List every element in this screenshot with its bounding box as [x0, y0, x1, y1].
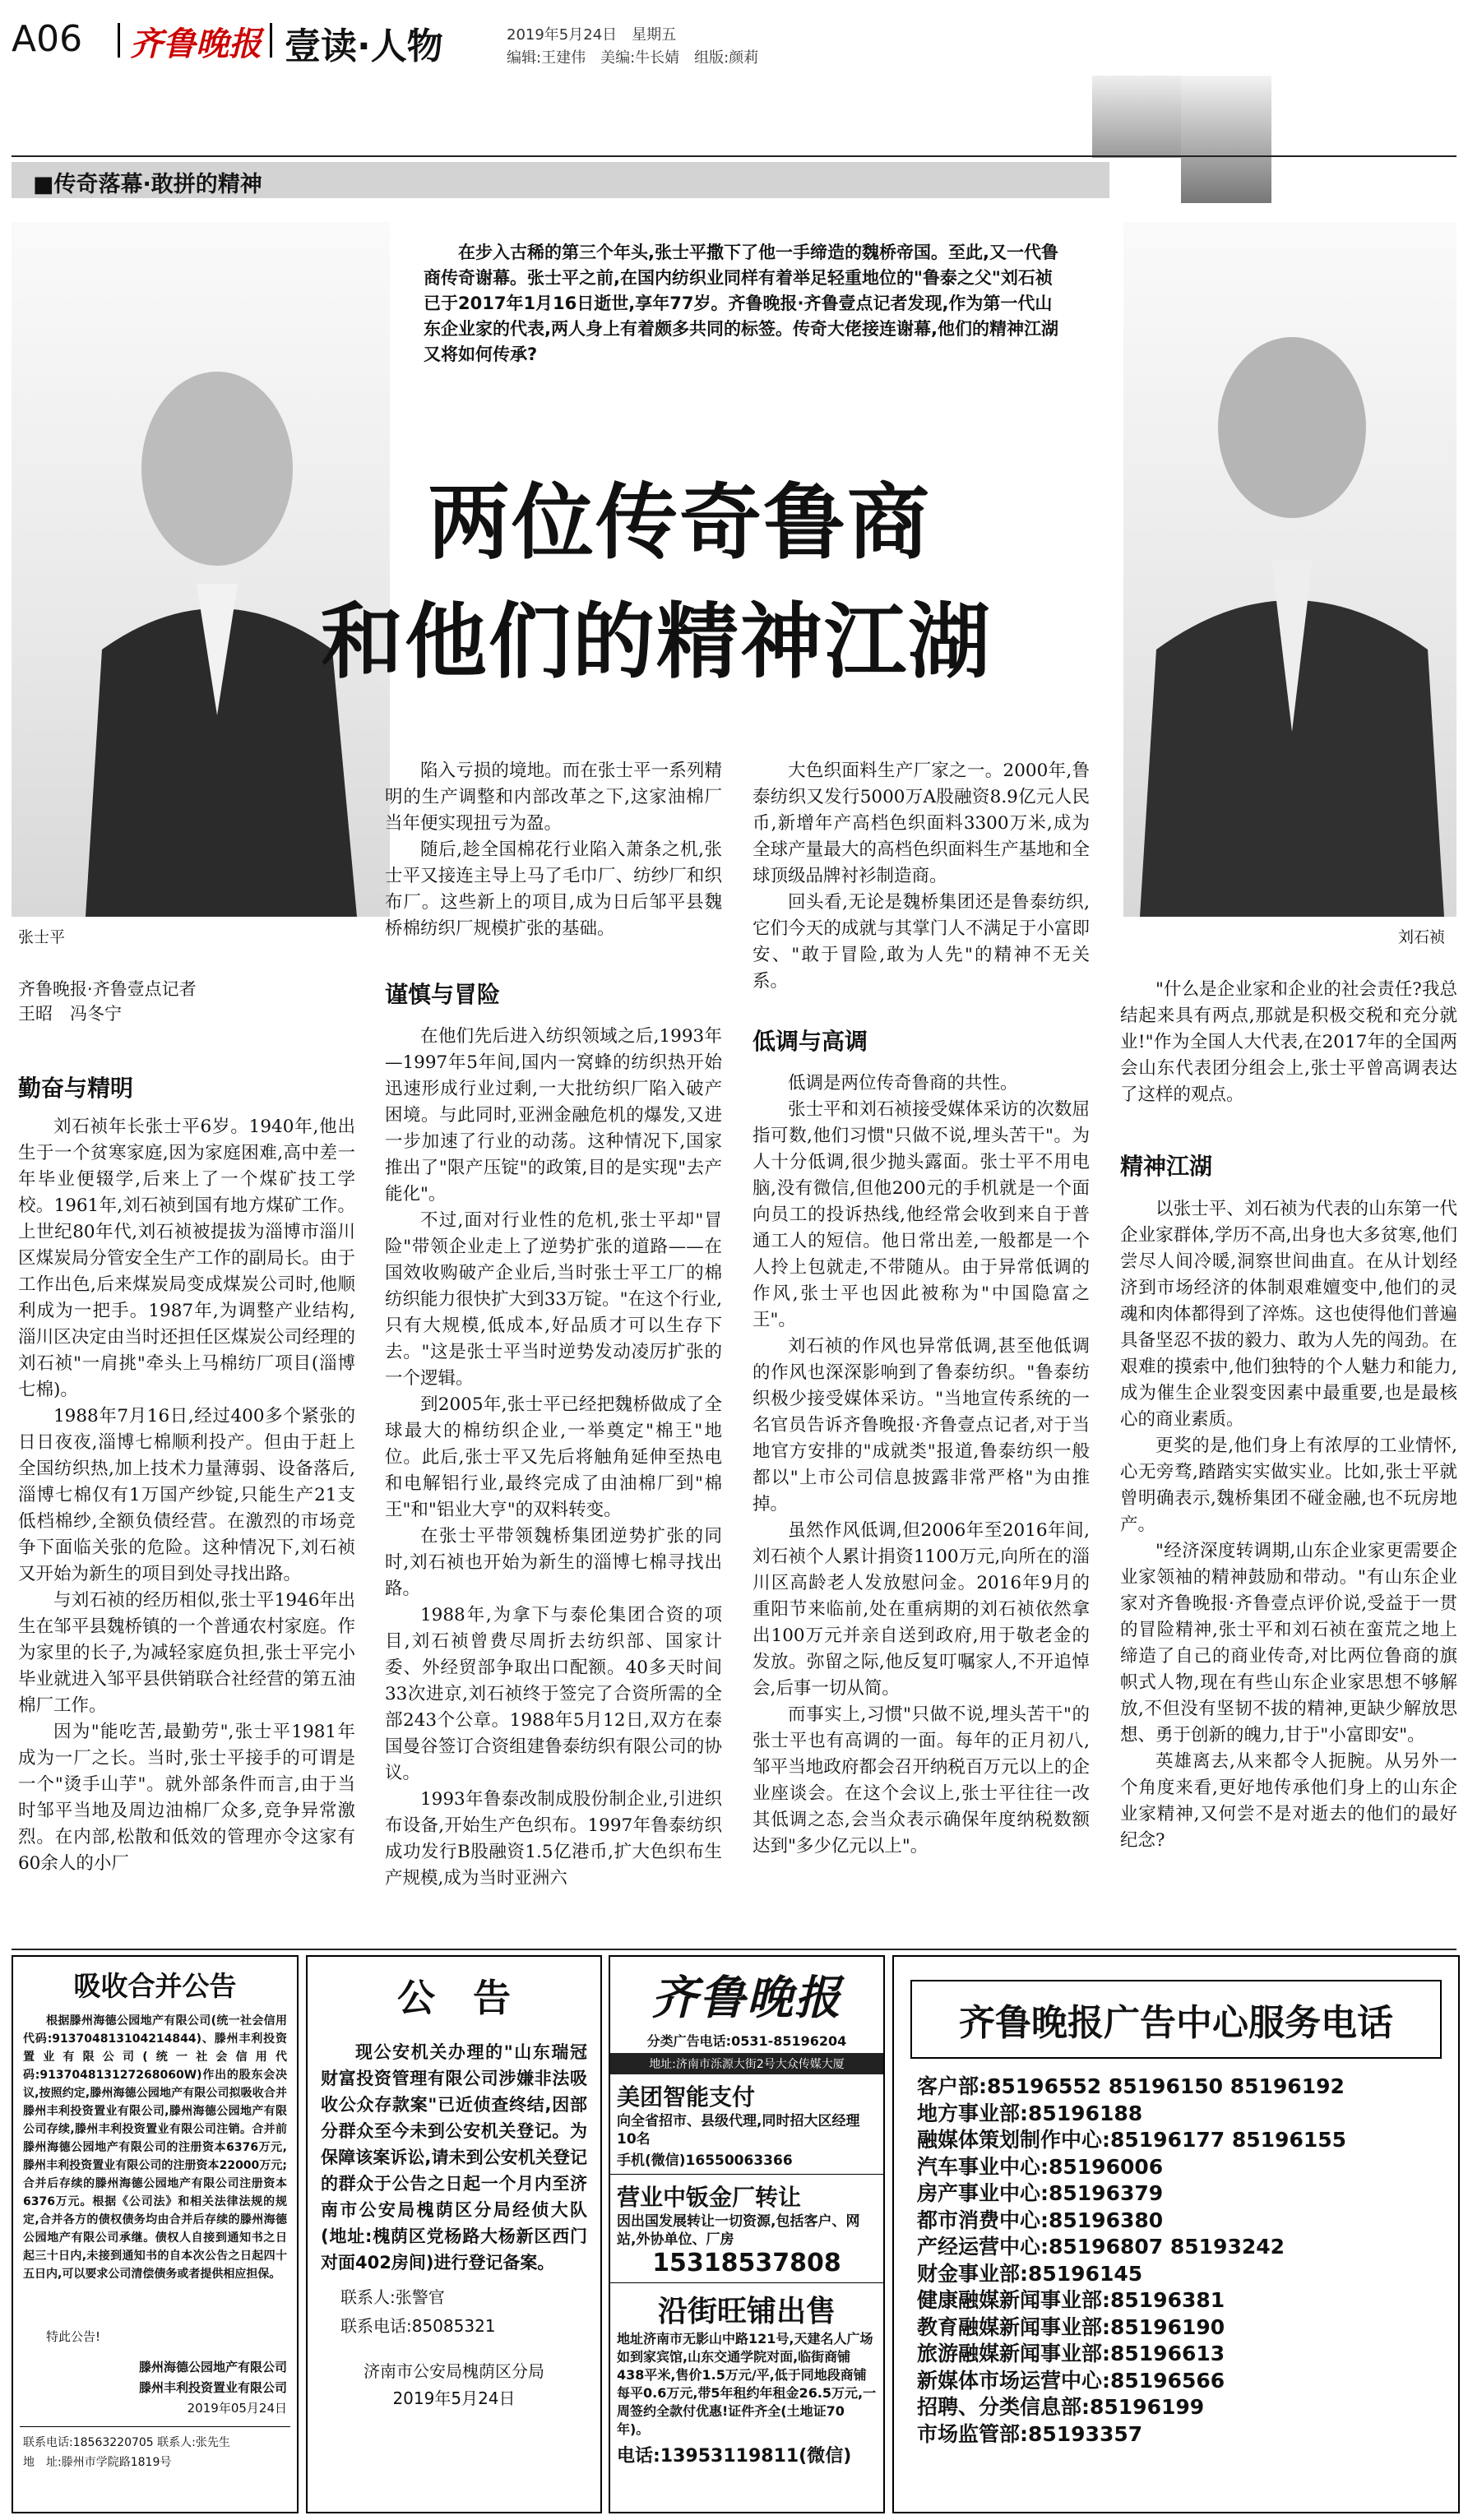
portrait-thumb-2 — [1181, 76, 1271, 203]
merger-notice-address: 地 址:滕州市学院路1819号 — [23, 2456, 172, 2469]
divider-bar — [118, 23, 120, 58]
article-col-2b — [385, 1024, 722, 1936]
paragraph: 陷入亏损的境地。而在张士平一系列精明的生产调整和内部改革之下,这家油棉厂当年便实现扭亏为盈。 — [385, 761, 722, 834]
paragraph: 1993年鲁泰改制成股份制企业,引进织布设备,开始生产色织布。1997年鲁泰纺织成功发行B股融资1.5亿港币,扩大色织布生产规模,成为当时亚洲六 — [385, 1789, 722, 1889]
hotline-row: 教育融媒新闻事业部:85196190 — [917, 2314, 1225, 2339]
figure-silhouette — [12, 222, 390, 917]
headline-line-2: 和他们的精神江湖 — [321, 594, 992, 690]
hotline-row: 融媒体策划制作中心:85196177 85196155 — [917, 2128, 1347, 2152]
hotline-row: 新媒体市场运营中心:85196566 — [917, 2368, 1225, 2393]
classified-logo: 齐鲁晚报 — [651, 1971, 842, 2025]
section-heading-caution: 谨慎与冒险 — [385, 981, 501, 1008]
paragraph: 低调是两位传奇鲁商的共性。 — [788, 1073, 1018, 1094]
paragraph: 刘石祯的作风也异常低调,甚至他低调的作风也深深影响到了鲁泰纺织。"鲁泰纺织极少接受媒体采访。"当地宣传系统的一名官员告诉齐鲁晚报·齐鲁壹点记者,对于当地官方安排的"成就类"报道,鲁泰纺织一般都以"上市公司信息披露非常严格"为由推掉。 — [753, 1336, 1090, 1514]
classified-ad-sheetmetal — [610, 2175, 883, 2283]
section-heading-diligence: 勤奋与精明 — [18, 1075, 134, 1102]
paragraph: 在他们先后进入纺织领域之后,1993年—1997年5年间,国内一窝蜂的纺织热开始迅速形成行业过剩,一大批纺织厂陷入破产困境。与此同时,亚洲金融危机的爆发,又进一步加速了行业的动荡。这种情况下,国家推出了"限产压锭"的政策,目的是实现"去产能化"。 — [385, 1026, 722, 1205]
paragraph: "经济深度转调期,山东企业家更需要企业家领袖的精神鼓励和带动。"有山东企业家对齐鲁晚报·齐鲁壹点评价说,受益于一贯的冒险精神,张士平和刘石祯在蛮荒之地上缔造了自己的商业传奇,对比两位鲁商的旗帜式人物,现在有些山东企业家思想不够解放,不但没有坚韧不拔的精神,更缺少解放思想、勇于创新的魄力,甘于"小富即安"。 — [1120, 1541, 1457, 1746]
merger-notice-contact: 联系电话:18563220705 联系人:张先生 — [23, 2436, 230, 2449]
paper-name: 齐鲁晚报 — [130, 25, 262, 63]
paragraph: 到2005年,张士平已经把魏桥做成了全球最大的棉纺织企业,一举奠定"棉王"地位。此后,张士平又先后将触角延伸至热电和电解铝行业,最终完成了由油棉厂到"棉王"和"铝业大亨"的双料转变。 — [385, 1394, 722, 1520]
ad-title: 营业中钣金厂转让 — [617, 2184, 802, 2211]
article-col-4b — [1120, 1196, 1457, 1936]
byline-reporters: 王昭 冯冬宁 — [18, 1004, 122, 1024]
paragraph: 刘石祯年长张士平6岁。1940年,他出生于一个贫寒家庭,因为家庭困难,高中差一年毕业便辍学,后来上了一个煤矿技工学校。1961年,刘石祯到国有地方煤矿工作。上世纪80年代,刘石祯被提拔为淄博市淄川区煤炭局分管安全生产工作的副局长。由于工作出色,后来煤炭局变成煤炭公司时,他顺利成为一把手。1987年,为调整产业结构,淄川区决定由当时还担任区煤炭公司经理的刘石祯"一肩挑"牵头上马棉纺厂项目(淄博七棉)。 — [18, 1117, 355, 1400]
hotline-row: 房产事业中心:85196379 — [917, 2181, 1164, 2205]
article-col-4 — [1120, 977, 1457, 1133]
classified-address: 地址:济南市泺源大街2号大众传媒大厦 — [610, 2053, 883, 2074]
photo-zhang-shiping — [12, 222, 390, 917]
paragraph: 大色织面料生产厂家之一。2000年,鲁泰纺织又发行5000万A股融资8.9亿元人民币,新增年产高档色织面料3300万米,成为全球产量最大的高档色织面料生产基地和全球顶级品牌衬衫制造商。 — [753, 761, 1090, 886]
ad-phone: 手机(微信)16550063366 — [617, 2152, 793, 2169]
hotline-row: 客户部:85196552 85196150 85196192 — [917, 2074, 1345, 2098]
paragraph: 不过,面对行业性的危机,张士平却"冒险"带领企业走上了逆势扩张的道路——在国效收购破产企业后,当时张士平工厂的棉纺织能力很快扩大到33万锭。"在这个行业,只有大规模,低成本,好品质才可以生存下去。"这是张士平当时逆势发动凌厉扩张的一个逻辑。 — [385, 1210, 722, 1389]
paragraph: 1988年,为拿下与泰伦集团合资的项目,刘石祯曾费尽周折去纺织部、国家计委、外经贸部争取出口配额。40多天时间33次进京,刘石祯终于签完了合资所需的全部243个公章。1988年5月12日,双方在泰国曼谷签订合资组建鲁泰纺织有限公司的协议。 — [385, 1605, 722, 1783]
merger-notice — [12, 1955, 299, 2513]
paragraph: 而事实上,习惯"只做不说,埋头苦干"的张士平也有高调的一面。每年的正月初八,邹平当地政府都会召开纳税百万元以上的企业座谈会。在这个会议上,张士平往往一改其低调之态,会当众表示确保年度纳税数额达到"多少亿元以上"。 — [753, 1704, 1090, 1856]
merger-notice-sign-1: 滕州海德公园地产有限公司 — [138, 2360, 287, 2374]
section-banner — [12, 162, 1109, 198]
banner-text: ■传奇落幕·敢拼的精神 — [33, 172, 262, 197]
paragraph: 张士平和刘石祯接受媒体采访的次数屈指可数,他们习惯"只做不说,埋头苦干"。为人十分低调,很少抛头露面。张士平不用电脑,没有微信,但他200元的手机就是一个面向员工的投诉热线,他经常会收到来自于普通工人的短信。他日常出差,一般都是一个人拎上包就走,不带随从。由于异常低调的作风,张士平也因此被称为"中国隐富之王"。 — [753, 1099, 1090, 1330]
police-notice — [306, 1955, 602, 2513]
hotline-row: 产经运营中心:85196807 85193242 — [917, 2235, 1285, 2259]
divider-bar-2 — [270, 23, 272, 58]
section-title: 壹读·人物 — [285, 25, 443, 67]
article-col-2 — [385, 758, 722, 955]
police-notice-body: 现公安机关办理的"山东瑞冠财富投资管理有限公司涉嫌非法吸收公众存款案"已近侦查终结,因部分群众至今未到公安机关登记。为保障该案诉讼,请未到公安机关登记的群众于公告之日起一个月内至济南市公安局槐荫区分局经侦大队(地址:槐荫区党杨路大杨新区西门对面402房间)进行登记备案。 — [321, 2042, 587, 2273]
article-col-1 — [18, 1114, 355, 1936]
ads-rule — [12, 1949, 1456, 1950]
merger-notice-date: 2019年05月24日 — [187, 2401, 287, 2416]
classified-hotline: 分类广告电话:0531-85196204 — [646, 2033, 847, 2049]
page-number: A06 — [12, 18, 83, 60]
paragraph: 以张士平、刘石祯为代表的山东第一代企业家群体,学历不高,出身也大多贫寒,他们尝尽人间冷暖,洞察世间曲直。在从计划经济到市场经济的体制艰难嬗变中,他们的灵魂和肉体都得到了淬炼。这也使得他们普遍具备坚忍不拔的毅力、敢为人先的闯劲。在艰难的摸索中,他们独特的个人魅力和能力,成为催生企业裂变因素中最重要,也是最核心的商业素质。 — [1120, 1199, 1457, 1430]
caption-left: 张士平 — [18, 928, 66, 946]
hotline-row: 财金事业部:85196145 — [917, 2261, 1143, 2286]
hotline-row: 都市消费中心:85196380 — [917, 2208, 1164, 2232]
paragraph: 英雄离去,从来都令人扼腕。从另外一个角度来看,更好地传承他们身上的山东企业家精神,又何尝不是对逝去的他们的最好纪念? — [1120, 1751, 1457, 1851]
merger-notice-closing: 特此公告! — [46, 2329, 101, 2344]
paragraph: "什么是企业家和企业的社会责任?我总结起来具有两点,那就是积极交税和充分就业!"作为全国人大代表,在2017年的全国两会山东代表团分组会上,张士平曾高调表达了这样的观点。 — [1120, 979, 1457, 1105]
police-notice-date: 2019年5月24日 — [392, 2388, 516, 2408]
hotline-row: 健康融媒新闻事业部:85196381 — [917, 2288, 1225, 2312]
classified-ad-shop — [610, 2283, 883, 2472]
hotline-row: 招聘、分类信息部:85196199 — [917, 2395, 1205, 2419]
intro-paragraph — [424, 240, 1065, 368]
ad-center-hotlines — [892, 1955, 1460, 2513]
hotline-row: 汽车事业中心:85196006 — [917, 2154, 1164, 2179]
article-col-3b — [753, 1070, 1090, 1936]
merger-notice-title: 吸收合并公告 — [73, 1970, 237, 2002]
intro-text: 在步入古稀的第三个年头,张士平撒下了他一手缔造的魏桥帝国。至此,又一代鲁商传奇谢幕。张士平之前,在国内纺织业同样有着举足轻重地位的"鲁泰之父"刘石祯已于2017年1月16日逝世,享年77岁。齐鲁晚报·齐鲁壹点记者发现,作为第一代山东企业家的代表,两人身上有着颇多共同的标签。传奇大佬接连谢幕,他们的精神江湖又将如何传承? — [424, 243, 1058, 364]
photo-liu-shizhen — [1123, 222, 1456, 917]
paragraph: 更奖的是,他们身上有浓厚的工业情怀,心无旁骛,踏踏实实做实业。比如,张士平就曾明确表示,魏桥集团不碰金融,也不玩房地产。 — [1120, 1436, 1457, 1535]
ad-body: 地址济南市无影山中路121号,天建名人广场如到家宾馆,山东交通学院对面,临街商铺438平米,售价1.5万元/平,低于同地段商铺每平0.6万元,带5年租约年租金26.5万元,一周签约全款付优惠!证件齐全(土地证70年)。 — [617, 2331, 877, 2437]
merger-notice-body: 根据滕州海德公园地产有限公司(统一社会信用代码:913704813104214844)、滕州丰利投资置业有限公司(统一社会信用代码:913704813127268060W)作出的股东会决议,按照约定,滕州海德公园地产有限公司拟吸收合并滕州丰利投资置业有限公司,滕州海德公园地产有限公司存续,滕州丰利投资置业有限公司注销。合并前滕州海德公园地产有限公司的注册资本6376万元,滕州丰利投资置业有限公司的注册资本22000万元;合并后存续的滕州海德公园地产有限公司注册资本6376万元。根据《公司法》和相关法律法规的规定,合并各方的债权债务均由合并后存续的滕州海德公园地产有限公司承继。债权人自接到通知书之日起三十日内,未接到通知书的自本次公告之日起四十五日内,可以要求公司清偿债务或者提供相应担保。 — [23, 2014, 287, 2281]
paragraph: 虽然作风低调,但2006年至2016年间,刘石祯个人累计捐资1100万元,向所在的淄川区高龄老人发放慰问金。2016年9月的重阳节来临前,处在重病期的刘石祯依然拿出100万元并亲自送到政府,用于敬老金的发放。弥留之际,他反复叮嘱家人,不开追悼会,后事一切从简。 — [753, 1520, 1090, 1699]
section-heading-lowkey: 低调与高调 — [753, 1028, 868, 1055]
section-heading-spirit: 精神江湖 — [1120, 1153, 1213, 1180]
figure-silhouette-2 — [1123, 222, 1456, 917]
merger-notice-rule — [20, 2426, 290, 2427]
byline-org: 齐鲁晚报·齐鲁壹点记者 — [18, 979, 197, 999]
portrait-thumb-1 — [1092, 76, 1181, 158]
paragraph: 随后,趁全国棉花行业陷入萧条之机,张士平又接连主导上马了毛巾厂、纺纱厂和织布厂。这些新上的项目,成为日后邹平县魏桥棉纺织厂规模扩张的基础。 — [385, 839, 722, 939]
masthead — [0, 0, 1468, 78]
hotline-list — [917, 2074, 1435, 2448]
paragraph: 在张士平带领魏桥集团逆势扩张的同时,刘石祯也开始为新生的淄博七棉寻找出路。 — [385, 1526, 722, 1599]
byline — [18, 977, 197, 1026]
ad-title: 沿街旺铺出售 — [657, 2295, 836, 2328]
article-col-3 — [753, 758, 1090, 1005]
paragraph: 与刘石祯的经历相似,张士平1946年出生在邹平县魏桥镇的一个普通农村家庭。作为家里的长子,为减轻家庭负担,张士平完小毕业就进入邹平县供销联合社经营的第五油棉厂工作。 — [18, 1590, 355, 1716]
headline-line-1: 两位传奇鲁商 — [428, 474, 931, 571]
classified-ad-meituan — [610, 2074, 883, 2175]
hotlines-title: 齐鲁晚报广告中心服务电话 — [910, 1980, 1442, 2059]
paragraph: 回头看,无论是魏桥集团还是鲁泰纺织,它们今天的成就与其掌门人不满足于小富即安、"敢于冒险,敢为人先"的精神不无关系。 — [753, 892, 1090, 992]
hotline-row: 地方事业部:85196188 — [917, 2101, 1143, 2125]
police-notice-org: 济南市公安局槐荫区分局 — [364, 2361, 544, 2381]
classified-ads — [609, 1955, 885, 2513]
paragraph: 1988年7月16日,经过400多个紧张的日日夜夜,淄博七棉顺利投产。但由于赶上全国纺织热,加上技术力量薄弱、设备落后,淄博七棉仅有1万国产纱锭,只能生产21支低档棉纱,全额负债经营。在激烈的市场竞争下面临关张的危险。这种情况下,刘石祯又开始为新生的项目到处寻找出路。 — [18, 1406, 355, 1584]
caption-right: 刘石祯 — [1398, 928, 1446, 946]
ad-title: 美团智能支付 — [617, 2083, 756, 2111]
ad-phone: 电话:13953119811(微信) — [617, 2446, 852, 2467]
police-notice-phone: 联系电话:85085321 — [340, 2316, 496, 2336]
staff-credits: 编辑:王建伟 美编:牛长婧 组版:颜莉 — [507, 49, 759, 67]
hotline-row: 旅游融媒新闻事业部:85196613 — [917, 2342, 1225, 2365]
issue-date: 2019年5月24日 星期五 — [507, 26, 677, 44]
ad-phone: 15318537808 — [652, 2249, 841, 2277]
merger-notice-sign-2: 滕州丰利投资置业有限公司 — [138, 2380, 287, 2395]
hotline-row: 市场监管部:85193357 — [917, 2421, 1143, 2446]
masthead-rule — [12, 155, 1456, 157]
police-notice-contact: 联系人:张警官 — [340, 2287, 445, 2307]
ad-body: 因出国发展转让一切资源,包括客户、网站,外协单位、厂房 — [617, 2213, 860, 2248]
police-notice-title: 公 告 — [397, 1976, 511, 2020]
ad-body: 向全省招市、县级代理,同时招大区经理10名 — [617, 2113, 860, 2148]
paragraph: 因为"能吃苦,最勤劳",张士平1981年成为一厂之长。当时,张士平接手的可谓是一个"烫手山芋"。就外部条件而言,由于当时邹平当地及周边油棉厂众多,竞争异常激烈。在内部,松散和低效的管理亦令这家有60余人的小厂 — [18, 1722, 355, 1874]
